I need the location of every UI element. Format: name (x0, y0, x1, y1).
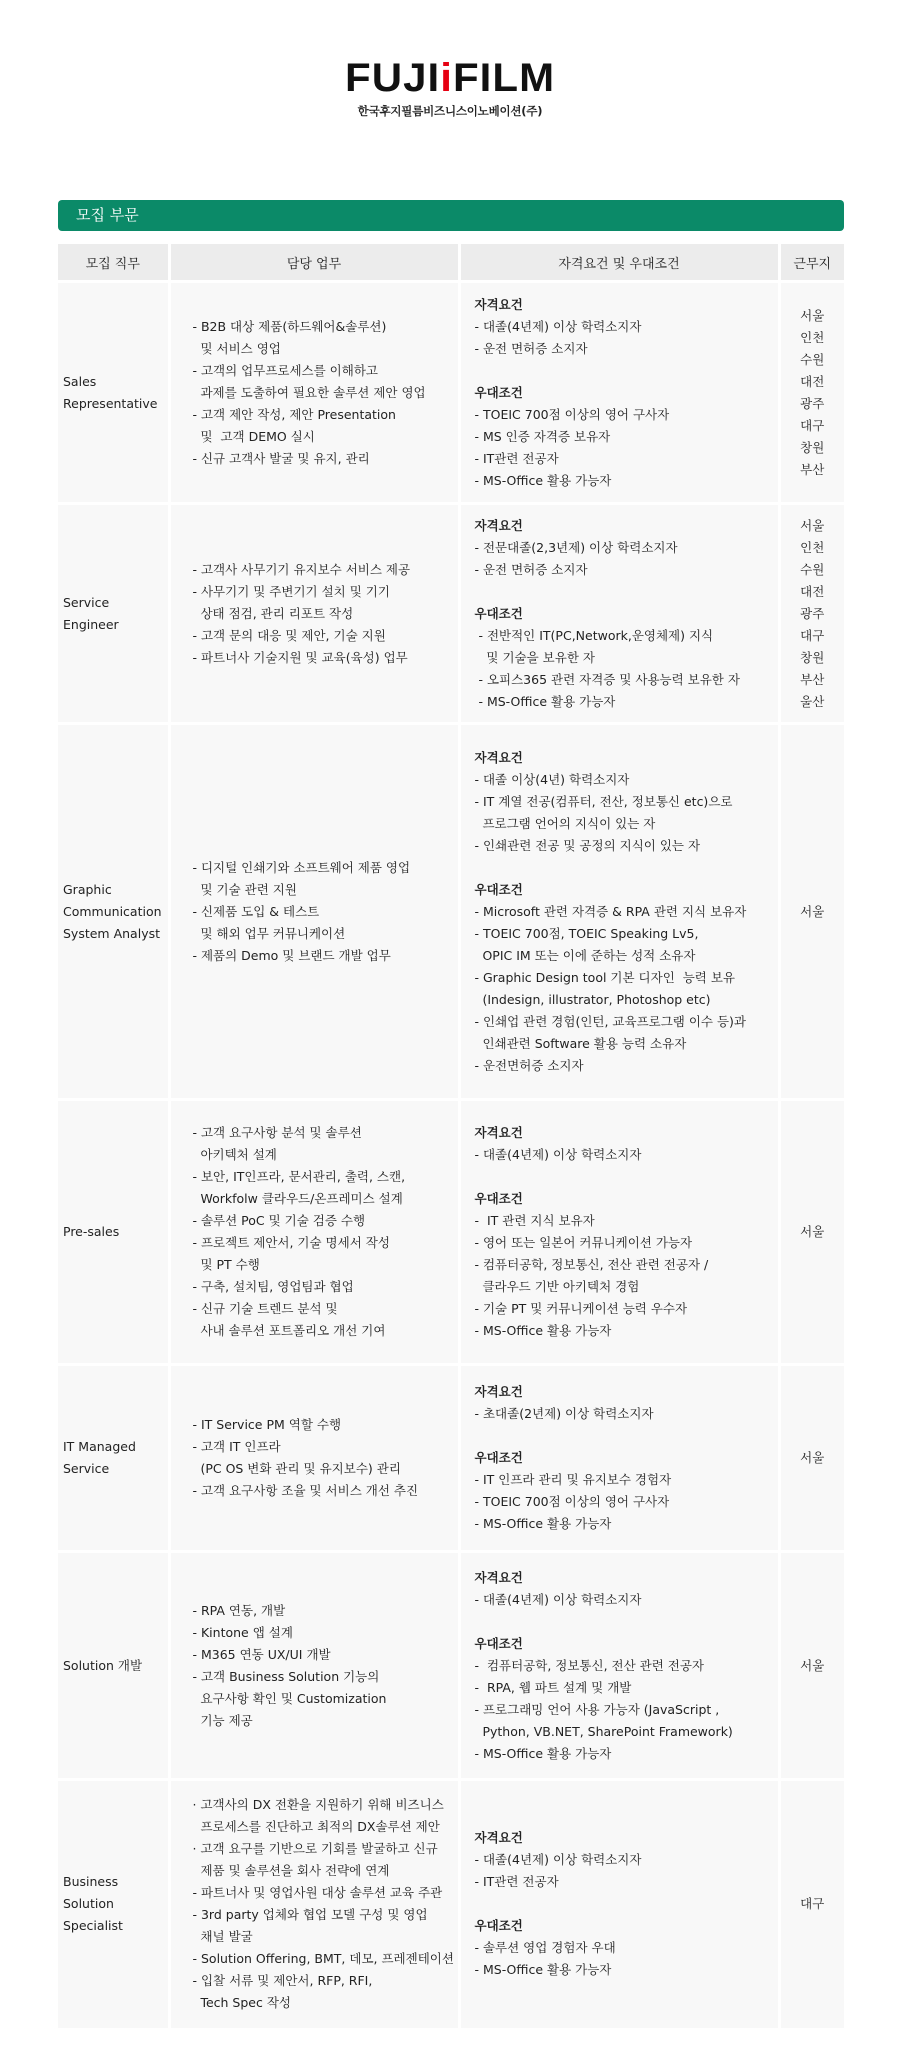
text-line: - 파트너사 기술지원 및 교육(육성) 업무 (192, 649, 408, 665)
spacer (475, 1893, 774, 1915)
text-line: 프로그램 언어의 지식이 있는 자 (474, 815, 656, 831)
job-duties (169, 724, 459, 1100)
job-qualifications (459, 724, 779, 1100)
spacer (475, 1166, 774, 1188)
text-line: - MS-Office 활용 가능자 (474, 472, 612, 488)
text-line: - TOEIC 700점, TOEIC Speaking Lv5, (474, 925, 699, 941)
text-line: - 프로젝트 제안서, 기술 명세서 작성 (192, 1235, 390, 1250)
text-line: Communication (63, 903, 162, 919)
text-line: - MS-Office 활용 가능자 (474, 1962, 612, 1978)
table-row (58, 282, 844, 504)
spacer (475, 857, 774, 879)
text-line: - IT관련 전공자 (474, 1874, 559, 1890)
table-row (58, 1365, 844, 1552)
job-duties (169, 504, 459, 724)
job-role (58, 1100, 169, 1365)
logo-header (0, 58, 900, 119)
text-line: - IT 관련 지식 보유자 (474, 1213, 595, 1228)
job-duties (169, 1365, 459, 1552)
text-line: 사내 솔루션 포트폴리오 개선 기여 (192, 1323, 386, 1338)
text-line: Service (63, 594, 110, 610)
text-line: Service (63, 1461, 110, 1476)
requirements-title: 자격요건 (474, 1830, 523, 1846)
job-role (58, 724, 169, 1100)
text-line: 서울 (800, 517, 825, 533)
job-qualifications (459, 1780, 779, 2028)
text-line: 창원 (800, 649, 825, 665)
text-line: OPIC IM 또는 이에 준하는 성적 소유자 (474, 947, 696, 963)
text-line: 요구사항 확인 및 Customization (192, 1690, 387, 1706)
text-line: - IT관련 전공자 (474, 450, 559, 466)
text-line: - 전반적인 IT(PC,Network,운영체제) 지식 (474, 627, 714, 643)
table-row (58, 1780, 844, 2028)
text-line: - MS-Office 활용 가능자 (474, 1745, 612, 1761)
text-line: 서울 (800, 307, 825, 323)
text-line: (PC OS 변화 관리 및 유지보수) 관리 (192, 1461, 401, 1476)
text-line: Graphic (63, 881, 112, 897)
text-line: - RPA 연동, 개발 (192, 1602, 286, 1618)
text-line: - B2B 대상 제품(하드웨어&솔루션) (192, 318, 387, 334)
text-line: Solution 개발 (63, 1657, 143, 1673)
preferences-title: 우대조건 (474, 1450, 523, 1465)
text-line: IT Managed (63, 1439, 136, 1454)
text-line: - IT 계열 전공(컴퓨터, 전산, 정보통신 etc)으로 (474, 793, 733, 809)
text-line: - 전문대졸(2,3년제) 이상 학력소지자 (474, 539, 678, 555)
text-line: Workfolw 클라우드/온프레미스 설계 (192, 1191, 403, 1206)
text-line: 수원 (800, 561, 825, 577)
header-qualifications: 자격요건 및 우대조건 (459, 244, 779, 282)
text-line: - 디지털 인쇄기와 소프트웨어 제품 영업 (192, 859, 411, 875)
text-line: - 기술 PT 및 커뮤니케이션 능력 우수자 (474, 1301, 688, 1316)
preferences-title: 우대조건 (474, 1635, 523, 1651)
text-line: 서울 (800, 903, 825, 919)
text-line: - 신규 고객사 발굴 및 유지, 관리 (192, 450, 370, 466)
text-line: - 고객의 업무프로세스를 이해하고 (192, 362, 378, 378)
text-line: - 컴퓨터공학, 정보통신, 전산 관련 전공자 / (474, 1257, 709, 1272)
text-line: - 운전면허증 소지자 (474, 1057, 584, 1073)
text-line: - 고객 요구사항 조율 및 서비스 개선 추진 (192, 1483, 419, 1498)
text-line: 부산 (800, 461, 825, 477)
text-line: - TOEIC 700점 이상의 영어 구사자 (474, 1494, 670, 1509)
text-line: · 고객사의 DX 전환을 지원하기 위해 비즈니스 (192, 1797, 444, 1813)
text-line: 부산 (800, 671, 825, 687)
table-row (58, 724, 844, 1100)
job-locations (779, 724, 844, 1100)
preferences-title: 우대조건 (474, 384, 523, 400)
text-line: 및 PT 수행 (192, 1257, 260, 1272)
text-line: 광주 (800, 605, 825, 621)
text-line: 클라우드 기반 아키텍처 경험 (474, 1279, 640, 1294)
text-line: - 인쇄관련 전공 및 공정의 지식이 있는 자 (474, 837, 701, 853)
header-location: 근무지 (779, 244, 844, 282)
text-line: - Kintone 앱 설계 (192, 1624, 293, 1640)
text-line: 과제를 도출하여 필요한 솔루션 제안 영업 (192, 384, 426, 400)
text-line: - MS-Office 활용 가능자 (474, 1323, 612, 1338)
table-header-row (58, 244, 844, 282)
text-line: 및 고객 DEMO 실시 (192, 428, 315, 444)
text-line: Solution (63, 1896, 114, 1912)
text-line: - 프로그래밍 언어 사용 가능자 (JavaScript , (474, 1701, 720, 1717)
text-line: · 고객 요구를 기반으로 기회를 발굴하고 신규 (192, 1841, 438, 1857)
text-line: 대구 (800, 627, 825, 643)
text-line: 서울 (800, 1224, 825, 1239)
text-line: - 고객 문의 대응 및 제안, 기술 지원 (192, 627, 386, 643)
table-row (58, 1100, 844, 1365)
text-line: - 고객 요구사항 분석 및 솔루션 (192, 1125, 362, 1140)
text-line: - 고객 IT 인프라 (192, 1439, 281, 1454)
text-line: - 구축, 설치팀, 영업팀과 협업 (192, 1279, 354, 1294)
text-line: Sales (63, 373, 97, 389)
text-line: - Solution Offering, BMT, 데모, 프레젠테이션 (192, 1951, 454, 1967)
text-line: - 운전 면허증 소지자 (474, 561, 588, 577)
preferences-title: 우대조건 (474, 605, 523, 621)
text-line: 대구 (800, 1896, 825, 1912)
text-line: - 입찰 서류 및 제안서, RFP, RFI, (192, 1973, 373, 1989)
spacer (475, 360, 774, 382)
header-role: 모집 직무 (58, 244, 169, 282)
text-line: - 대졸(4년제) 이상 학력소지자 (474, 1852, 642, 1868)
job-qualifications (459, 282, 779, 504)
text-line: 기능 제공 (192, 1712, 253, 1728)
text-line: - MS 인증 자격증 보유자 (474, 428, 611, 444)
requirements-title: 자격요건 (474, 1125, 523, 1140)
text-line: 인천 (800, 329, 825, 345)
text-line: - Microsoft 관련 자격증 & RPA 관련 지식 보유자 (474, 903, 747, 919)
job-qualifications (459, 1365, 779, 1552)
fujifilm-logo: FUJIiFILM (344, 56, 556, 100)
job-locations (779, 1365, 844, 1552)
requirements-title: 자격요건 (474, 749, 523, 765)
text-line: - 신제품 도입 & 테스트 (192, 903, 320, 919)
job-locations (779, 1552, 844, 1780)
requirements-title: 자격요건 (474, 517, 523, 533)
text-line: 창원 (800, 439, 825, 455)
text-line: Tech Spec 작성 (192, 1995, 291, 2011)
text-line: 수원 (800, 351, 825, 367)
text-line: - 제품의 Demo 및 브랜드 개발 업무 (192, 947, 391, 963)
header-duties: 담당 업무 (169, 244, 459, 282)
job-role (58, 1365, 169, 1552)
job-duties (169, 1100, 459, 1365)
text-line: - 보안, IT인프라, 문서관리, 출력, 스캔, (192, 1169, 406, 1184)
text-line: - 파트너사 및 영업사원 대상 솔루션 교육 주관 (192, 1885, 443, 1901)
text-line: System Analyst (63, 925, 161, 941)
text-line: - IT 인프라 관리 및 유지보수 경험자 (474, 1472, 672, 1487)
job-locations (779, 504, 844, 724)
text-line: - 컴퓨터공학, 정보통신, 전산 관련 전공자 (474, 1657, 704, 1673)
requirements-title: 자격요건 (474, 1569, 523, 1585)
text-line: - 인쇄업 관련 경험(인턴, 교육프로그램 이수 등)과 (474, 1013, 747, 1029)
company-name: 한국후지필름비즈니스이노베이션(주) (357, 104, 543, 118)
text-line: - MS-Office 활용 가능자 (474, 1516, 612, 1531)
text-line: (Indesign, illustrator, Photoshop etc) (474, 991, 711, 1007)
text-line: - 고객 Business Solution 기능의 (192, 1668, 380, 1684)
text-line: Python, VB.NET, SharePoint Framework) (474, 1723, 733, 1739)
requirements-title: 자격요건 (474, 296, 523, 312)
text-line: - 솔루션 영업 경험자 우대 (474, 1940, 616, 1956)
text-line: - TOEIC 700점 이상의 영어 구사자 (474, 406, 670, 422)
text-line: 인천 (800, 539, 825, 555)
job-qualifications (459, 1100, 779, 1365)
text-line: 광주 (800, 395, 825, 411)
text-line: Business (63, 1874, 119, 1890)
text-line: - 오피스365 관련 자격증 및 사용능력 보유한 자 (474, 671, 740, 687)
text-line: 및 해외 업무 커뮤니케이션 (192, 925, 346, 941)
text-line: - 영어 또는 일본어 커뮤니케이션 가능자 (474, 1235, 693, 1250)
text-line: - 신규 기술 트렌드 분석 및 (192, 1301, 338, 1316)
text-line: - 3rd party 업체와 협업 모델 구성 및 영업 (192, 1907, 428, 1923)
text-line: Representative (63, 395, 158, 411)
text-line: Specialist (63, 1918, 123, 1934)
job-duties (169, 1552, 459, 1780)
job-role (58, 504, 169, 724)
job-qualifications (459, 1552, 779, 1780)
text-line: 및 서비스 영업 (192, 340, 281, 356)
text-line: 및 기술을 보유한 자 (474, 649, 595, 665)
job-locations (779, 1780, 844, 2028)
job-qualifications (459, 504, 779, 724)
text-line: Pre-sales (63, 1224, 120, 1239)
job-role (58, 1552, 169, 1780)
requirements-title: 자격요건 (474, 1384, 523, 1399)
text-line: 대전 (800, 583, 825, 599)
job-role (58, 1780, 169, 2028)
text-line: 서울 (800, 1657, 825, 1673)
table-row (58, 1552, 844, 1780)
text-line: - 초대졸(2년제) 이상 학력소지자 (474, 1406, 654, 1421)
text-line: 프로세스를 진단하고 최적의 DX솔루션 제안 (192, 1819, 440, 1835)
text-line: 아키텍처 설계 (192, 1147, 277, 1162)
job-locations (779, 1100, 844, 1365)
text-line: - 고객사 사무기기 유지보수 서비스 제공 (192, 561, 411, 577)
text-line: - 운전 면허증 소지자 (474, 340, 588, 356)
text-line: - 대졸(4년제) 이상 학력소지자 (474, 318, 642, 334)
spacer (475, 1425, 774, 1447)
text-line: 서울 (800, 1450, 825, 1465)
job-role (58, 282, 169, 504)
text-line: 및 기술 관련 지원 (192, 881, 297, 897)
text-line: - M365 연동 UX/UI 개발 (192, 1646, 331, 1662)
text-line: 대전 (800, 373, 825, 389)
text-line: - IT Service PM 역할 수행 (192, 1417, 342, 1432)
text-line: - 고객 제안 작성, 제안 Presentation (192, 406, 396, 422)
preferences-title: 우대조건 (474, 1918, 523, 1934)
text-line: - Graphic Design tool 기본 디자인 능력 보유 (474, 969, 735, 985)
text-line: 인쇄관련 Software 활용 능력 소유자 (474, 1035, 687, 1051)
preferences-title: 우대조건 (474, 1191, 523, 1206)
section-title: 모집 부문 (58, 200, 844, 231)
job-locations (779, 282, 844, 504)
text-line: - 솔루션 PoC 및 기술 검증 수행 (192, 1213, 366, 1228)
text-line: Engineer (63, 616, 119, 632)
text-line: - 대졸(4년제) 이상 학력소지자 (474, 1591, 642, 1607)
text-line: 제품 및 솔루션을 회사 전략에 연계 (192, 1863, 390, 1879)
text-line: - 사무기기 및 주변기기 설치 및 기기 (192, 583, 390, 599)
job-duties (169, 1780, 459, 2028)
text-line: - RPA, 웹 파트 설계 및 개발 (474, 1679, 632, 1695)
text-line: 울산 (800, 693, 825, 709)
text-line: 상태 점검, 관리 리포트 작성 (192, 605, 354, 621)
text-line: 채널 발굴 (192, 1929, 253, 1945)
text-line: - MS-Office 활용 가능자 (474, 693, 616, 709)
job-duties (169, 282, 459, 504)
spacer (475, 1611, 774, 1633)
text-line: - 대졸 이상(4년) 학력소지자 (474, 771, 630, 787)
jobs-table (58, 244, 844, 2028)
preferences-title: 우대조건 (474, 881, 523, 897)
spacer (475, 581, 774, 603)
text-line: - 대졸(4년제) 이상 학력소지자 (474, 1147, 642, 1162)
text-line: 대구 (800, 417, 825, 433)
table-row (58, 504, 844, 724)
